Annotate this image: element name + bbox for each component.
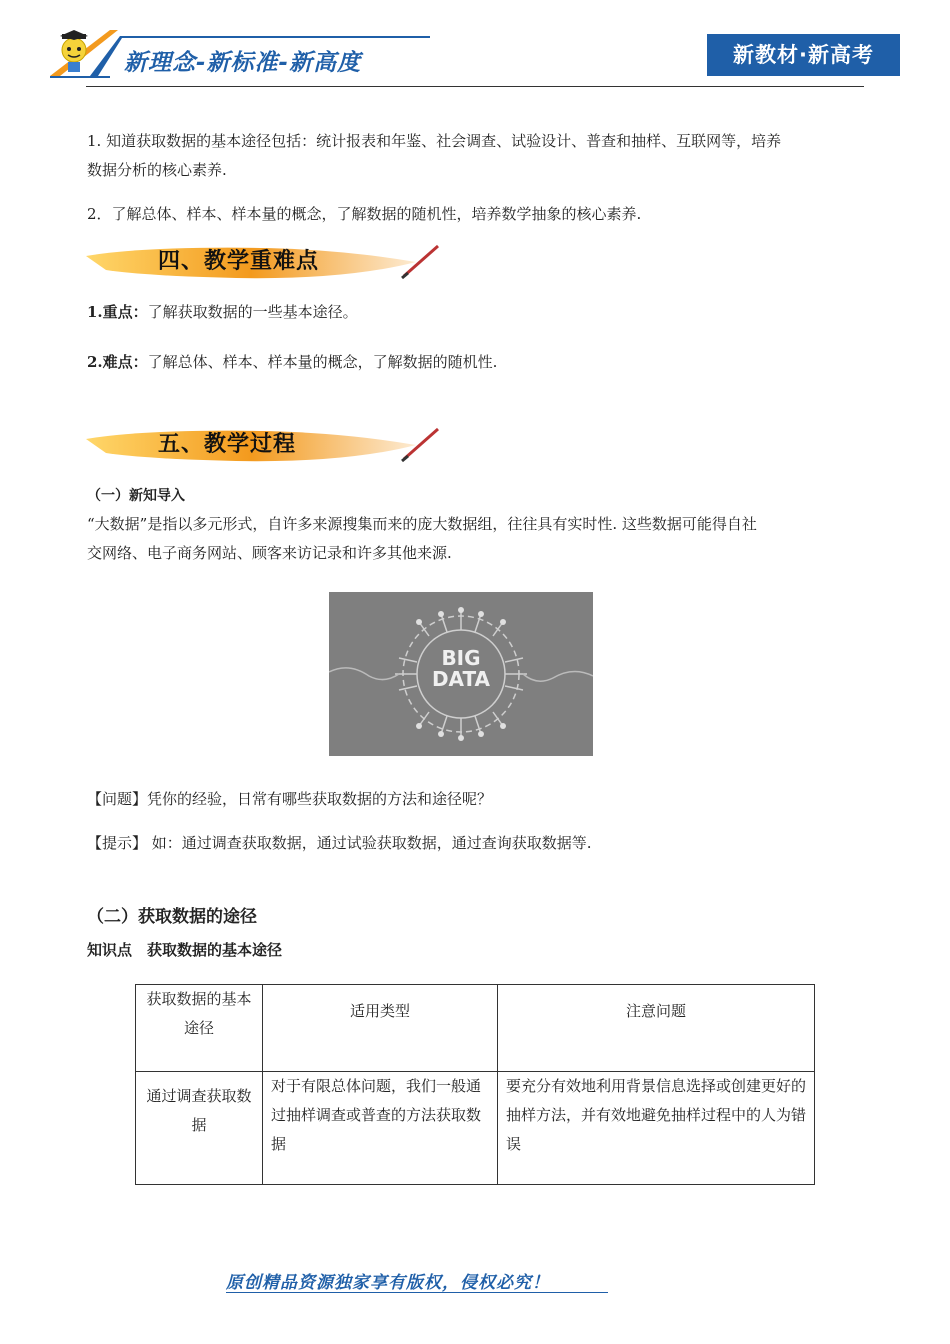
table-header-cell: 注意问题 <box>498 985 815 1072</box>
big-data-label-line-1: BIG <box>441 646 481 670</box>
intro-line-2: 交网络、电子商务网站、顾客来访记录和许多其他来源. <box>87 544 452 562</box>
hint-label: 【提示】 <box>87 834 148 852</box>
question-text: 凭你的经验，日常有哪些获取数据的方法和途径呢？ <box>147 790 493 808</box>
section-banner-4 <box>86 240 446 282</box>
table-header-cell: 适用类型 <box>263 985 498 1072</box>
knowledge-point-title: 知识点 获取数据的基本途径 <box>87 941 283 959</box>
difficult-point <box>87 348 867 377</box>
hint-text: 如：通过调查获取数据，通过试验获取数据，通过查询获取数据等. <box>147 834 592 852</box>
difficult-point-text: 了解总体、样本、样本量的概念，了解数据的随机性. <box>147 353 498 371</box>
section-banner-5 <box>86 423 446 465</box>
header-brand-badge: 新教材·新高考 <box>707 34 900 76</box>
goal-item-2: 2．了解总体、样本、样本量的概念，了解数据的随机性，培养数学抽象的核心素养. <box>87 205 642 223</box>
key-point-text: 了解获取数据的一些基本途径。 <box>147 303 358 321</box>
difficult-point-label: 2.难点： <box>87 353 148 371</box>
data-ways-table <box>135 984 815 1185</box>
footer-underline <box>226 1292 608 1293</box>
table-header-row <box>136 985 815 1072</box>
subsection-ways-title: （二）获取数据的途径 <box>87 907 257 927</box>
key-point-label: 1.重点： <box>87 303 148 321</box>
subsection-intro-title: （一）新知导入 <box>87 488 185 504</box>
goal-item-1-line-2: 数据分析的核心素养. <box>87 161 227 179</box>
hint <box>87 829 867 858</box>
header-slogan: 新理念-新标准-新高度 <box>124 50 362 76</box>
goal-item-1-line-1: 1. 知道获取数据的基本途径包括：统计报表和年鉴、社会调查、试验设计、普查和抽样、互联网等，培养 <box>87 132 782 150</box>
table-cell: 通过调查获取数据 <box>136 1072 263 1185</box>
big-data-label-line-2: DATA <box>431 667 491 691</box>
footer-copyright: 原创精品资源独家享有版权，侵权必究！ <box>226 1273 550 1293</box>
table-header-cell: 获取数据的基本途径 <box>136 985 263 1072</box>
question <box>87 785 867 814</box>
section-title-4: 四、教学重难点 <box>158 248 320 274</box>
key-point <box>87 298 867 327</box>
big-data-image <box>329 592 593 756</box>
question-label: 【问题】 <box>87 790 148 808</box>
table-row <box>136 1072 815 1185</box>
header-divider <box>86 86 864 87</box>
section-title-5: 五、教学过程 <box>158 431 297 457</box>
intro-line-1: “大数据”是指以多元形式，自许多来源搜集而来的庞大数据组，往往具有实时性. 这些数据可能得自社 <box>87 515 757 533</box>
table-cell: 对于有限总体问题，我们一般通过抽样调查或普查的方法获取数据 <box>263 1072 498 1185</box>
table-cell: 要充分有效地利用背景信息选择或创建更好的抽样方法，并有效地避免抽样过程中的人为错误 <box>498 1072 815 1185</box>
